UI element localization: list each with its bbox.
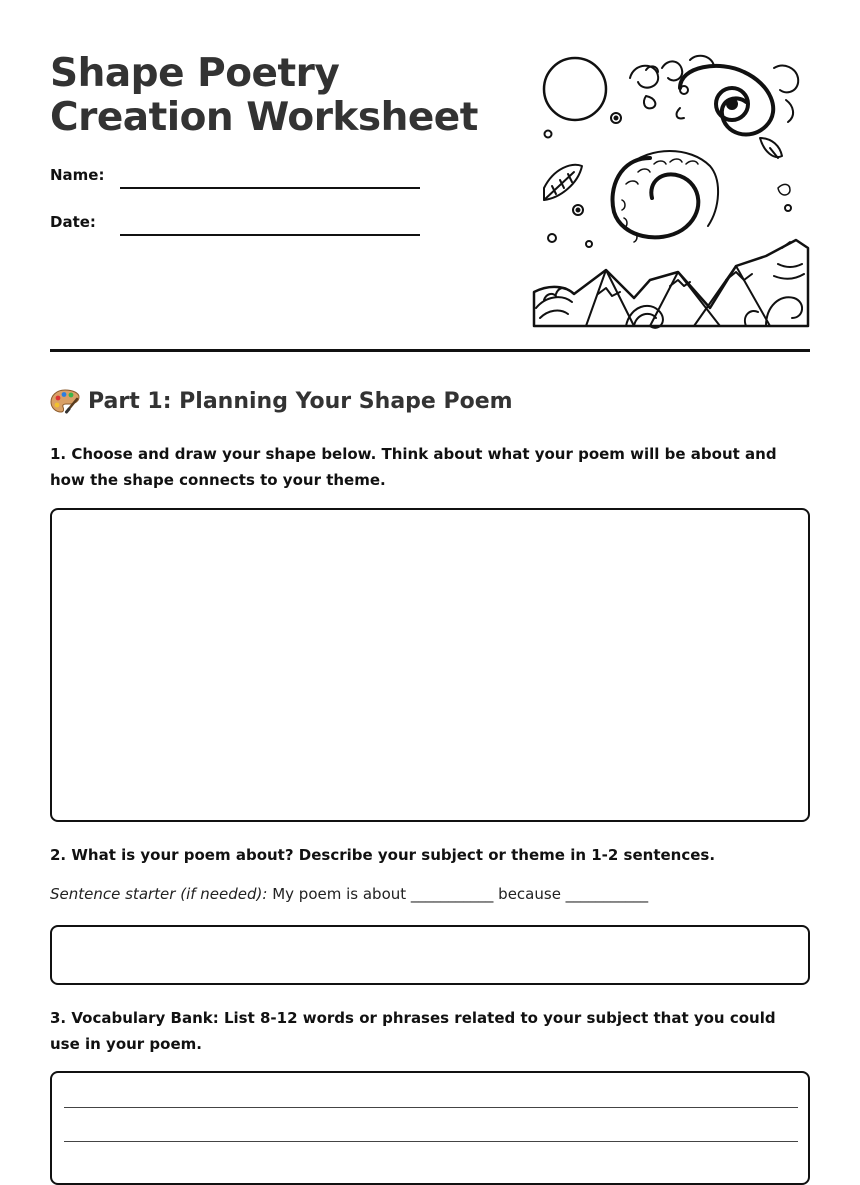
question-2: 2. What is your poem about? Describe your subject or theme in 1-2 sentences. bbox=[50, 846, 716, 864]
question-1: 1. Choose and draw your shape below. Think about what your poem will be about and how the shape connects to your theme. bbox=[50, 445, 777, 489]
vocabulary-answer-box[interactable] bbox=[50, 1071, 810, 1185]
theme-answer-box[interactable] bbox=[50, 925, 810, 985]
header-divider bbox=[50, 349, 810, 352]
name-field[interactable] bbox=[120, 187, 420, 189]
question-3: 3. Vocabulary Bank: List 8-12 words or phrases related to your subject that you could use in your poem. bbox=[50, 1009, 776, 1053]
sentence-starter bbox=[50, 885, 648, 903]
vocabulary-line[interactable] bbox=[64, 1107, 798, 1108]
vocabulary-line[interactable] bbox=[64, 1141, 798, 1142]
artist-palette-icon bbox=[50, 388, 80, 414]
shape-drawing-area[interactable] bbox=[50, 508, 810, 822]
part1-heading bbox=[50, 388, 513, 414]
sentence-starter-label: Sentence starter (if needed): bbox=[50, 885, 268, 903]
worksheet-title: Shape Poetry Creation Worksheet bbox=[50, 51, 478, 140]
name-label: Name: bbox=[50, 166, 105, 184]
sentence-starter-text: My poem is about ___________ because ___________ bbox=[272, 885, 649, 903]
date-label: Date: bbox=[50, 213, 96, 231]
part1-title: Part 1: Planning Your Shape Poem bbox=[88, 388, 513, 414]
date-field[interactable] bbox=[120, 234, 420, 236]
decorative-landscape-icon bbox=[530, 48, 812, 332]
